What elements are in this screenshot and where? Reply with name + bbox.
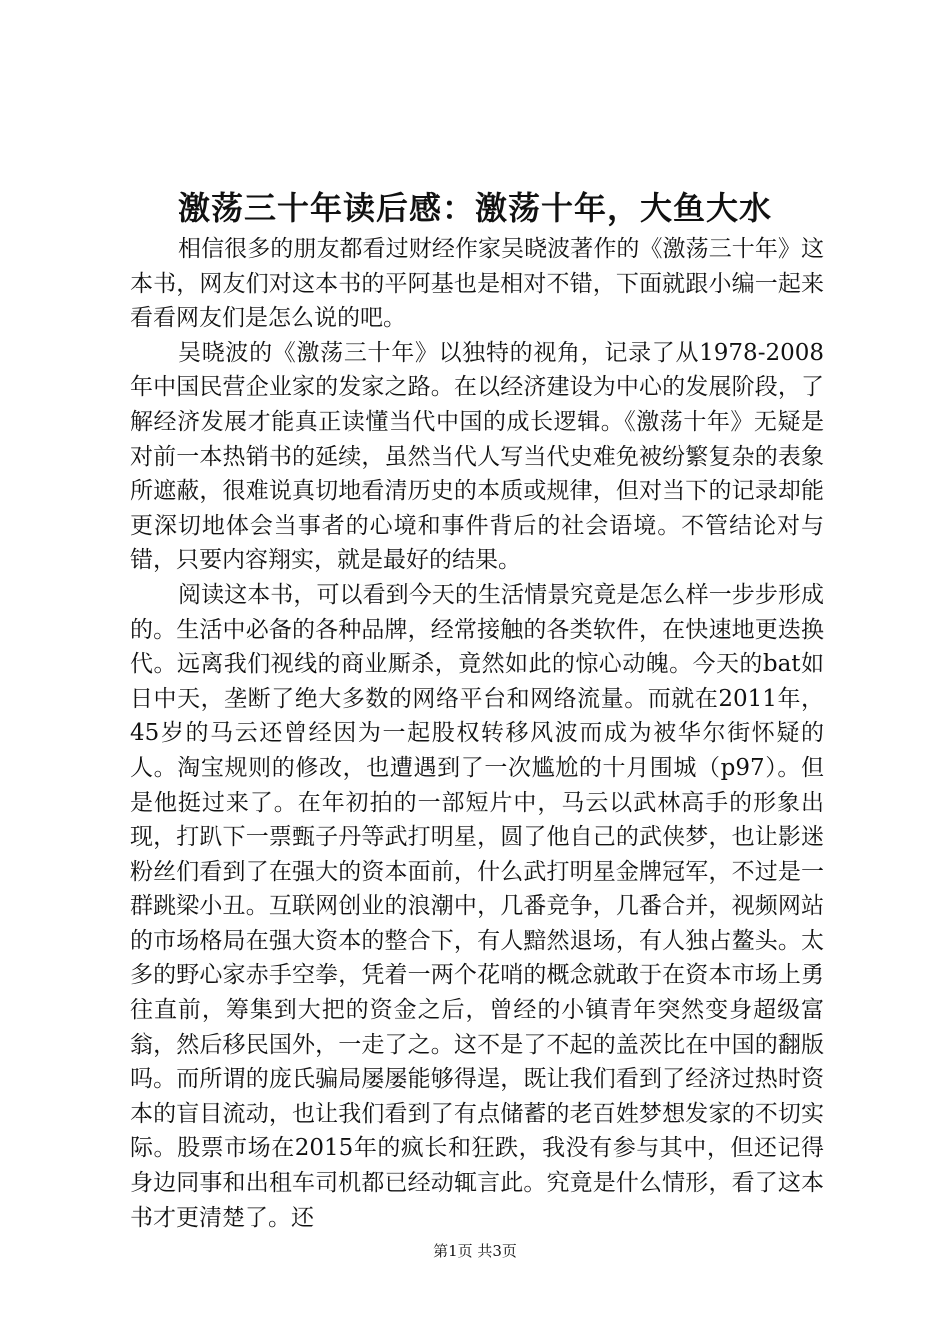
document-title: 激荡三十年读后感：激荡十年，大鱼大水	[177, 189, 772, 227]
page-number-footer: 第1页 共3页	[433, 1242, 517, 1260]
paragraph-3: 阅读这本书，可以看到今天的生活情景究竟是怎么样一步步形成的。生活中必备的各种品牌，经常接触的各类软件，在快速地更迭换代。远离我们视线的商业厮杀，竟然如此的惊心动魄。今天的bat如日中天，垄断了绝大多数的网络平台和网络流量。而就在2011年，45岁的马云还曾经因为一起股权转移风波而成为被华尔街怀疑的人。淘宝规则的修改，也遭遇到了一次尴尬的十月围城（p97）。但是他挺过来了。在年初拍的一部短片中，马云以武林高手的形象出现，打趴下一票甄子丹等武打明星，圆了他自己的武侠梦，也让影迷粉丝们看到了在强大的资本面前，什么武打明星金牌冠军，不过是一群跳梁小丑。互联网创业的浪潮中，几番竞争，几番合并，视频网站的市场格局在强大资本的整合下，有人黯然退场，有人独占鳌头。太多的野心家赤手空拳，凭着一两个花哨的概念就敢于在资本市场上勇往直前，筹集到大把的资金之后，曾经的小镇青年突然变身超级富翁，然后移民国外，一走了之。这不是了不起的盖茨比在中国的翻版吗。而所谓的庞氏骗局屡屡能够得逞，既让我们看到了经济过热时资本的盲目流动，也让我们看到了有点储蓄的老百姓梦想发家的不切实际。股票市场在2015年的疯长和狂跌，我没有参与其中，但还记得身边同事和出租车司机都已经动辄言此。究竟是什么情形，看了这本书才更清楚了。还	[130, 581, 824, 1231]
paragraph-1: 相信很多的朋友都看过财经作家吴晓波著作的《激荡三十年》这本书，网友们对这本书的平阿基也是相对不错，下面就跟小编一起来看看网友们是怎么说的吧。	[130, 236, 824, 332]
paragraph-2: 吴晓波的《激荡三十年》以独特的视角，记录了从1978-2008年中国民营企业家的发家之路。在以经济建设为中心的发展阶段，了解经济发展才能真正读懂当代中国的成长逻辑。《激荡十年》无疑是对前一本热销书的延续，虽然当代人写当代史难免被纷繁复杂的表象所遮蔽，很难说真切地看清历史的本质或规律，但对当下的记录却能更深切地体会当事者的心境和事件背后的社会语境。不管结论对与错，只要内容翔实，就是最好的结果。	[130, 339, 824, 574]
document-body	[130, 232, 824, 1235]
